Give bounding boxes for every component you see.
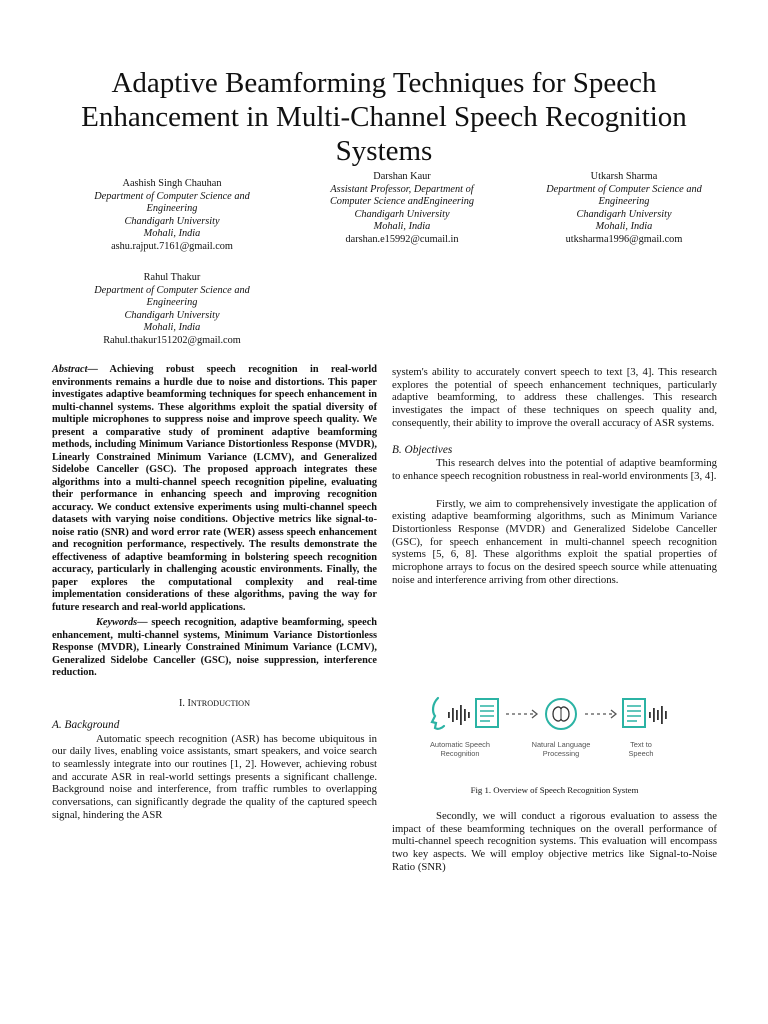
right-column-lower <box>392 810 717 874</box>
face-icon <box>432 698 444 729</box>
abstract <box>52 364 377 614</box>
author-block-3 <box>536 171 712 247</box>
author-location: Mohali, India <box>595 221 653 233</box>
section-heading-rest: NTRODUCTION <box>190 698 251 708</box>
subsection-heading-background: A. Background <box>52 719 120 731</box>
right-column <box>392 366 717 587</box>
author-university: Chandigarh University <box>354 208 450 220</box>
author-location: Mohali, India <box>373 221 431 233</box>
figure-label: Speech <box>628 749 654 758</box>
author-block-1 <box>82 178 262 254</box>
objectives-paragraph-3: Secondly, we will conduct a rigorous evaluation to assess the impact of these beamforming techniques on the overall performance of multi-channel speech recognition systems. This evaluation will encompass two key aspects. We will employ objective metrics like Signal-to-Noise Ratio (SNR) <box>392 810 717 873</box>
author-affiliation: Department of Computer Science and Engineering <box>94 284 250 309</box>
author-affiliation: Department of Computer Science and Engineering <box>546 183 702 208</box>
brain-icon <box>546 699 576 729</box>
author-block-2 <box>314 171 490 247</box>
arrow-icon <box>585 710 616 718</box>
keywords-label: Keywords <box>96 617 138 628</box>
subsection-heading-objectives: B. Objectives <box>392 443 453 456</box>
keywords-text: — speech recognition, adaptive beamforming, speech enhancement, multi-channel systems, Minimum Variance Distortionless Response (MVDR), Linearly Constrained Minimum Variance (LCMV), Generalized Sidelobe Canceller (GSC), noise suppression, interference reduction. <box>52 617 377 678</box>
section-heading-first: I. I <box>178 697 191 709</box>
background-paragraph: Automatic speech recognition (ASR) has become ubiquitous in our daily lives, enabling voice assistants, smart speakers, and voice search to seamlessly integrate into our routines [1, 2]. However, achieving robust and accurate ASR in real-world settings presents a significant challenge. Background noise and interference, from traffic rumbles to overlapping conversations, can significantly degrade the quality of the captured speech signal, hindering the ASR <box>52 732 377 821</box>
author-name: Utkarsh Sharma <box>590 171 658 182</box>
sound-wave-icon <box>448 705 470 725</box>
author-email: Rahul.thakur151202@gmail.com <box>103 334 241 346</box>
author-affiliation: Department of Computer Science and Engineering <box>94 190 250 215</box>
author-university: Chandigarh University <box>124 309 220 321</box>
continued-paragraph: system's ability to accurately convert speech to text [3, 4]. This research explores the potential of speech enhancement techniques, particularly adaptive beamforming, to address these challenges. This research investigates the impact of these techniques on speech quality and, consequently, their ability to improve the overall accuracy of ASR systems. <box>392 366 717 429</box>
author-name: Darshan Kaur <box>373 171 431 182</box>
figure-label: Recognition <box>440 749 480 758</box>
figure-caption: Fig 1. Overview of Speech Recognition System <box>470 785 639 795</box>
author-block-4 <box>82 272 262 348</box>
author-email: ashu.rajput.7161@gmail.com <box>111 240 233 252</box>
author-email: darshan.e15992@cumail.in <box>345 233 459 245</box>
objectives-paragraph-2: Firstly, we aim to comprehensively investigate the application of existing adaptive beamforming algorithms, such as Minimum Variance Distortionless Response (MVDR) and Generalized Sidelobe Canceller (GSC), for speech enhancement in multi-channel speech recognition systems [5, 6, 8]. These algorithms exploit the spatial properties of microphone arrays to focus on the desired speech source while attenuating noise and interference arriving from other directions. <box>392 497 717 586</box>
keywords <box>52 617 377 680</box>
speech-recognition-overview-figure <box>420 688 740 764</box>
document-icon <box>476 699 498 727</box>
abstract-label: Abstract <box>52 364 88 375</box>
author-university: Chandigarh University <box>124 215 220 227</box>
author-affiliation: Assistant Professor, Department of Computer Science andEngineering <box>329 183 475 208</box>
sound-wave-icon <box>649 706 667 724</box>
document-icon <box>623 699 645 727</box>
arrow-icon <box>506 710 537 718</box>
section-heading-introduction <box>52 698 377 711</box>
author-location: Mohali, India <box>143 322 201 334</box>
figure-label: Text to <box>630 740 652 749</box>
figure-label: Automatic Speech <box>430 740 490 749</box>
author-email: utksharma1996@gmail.com <box>565 233 683 245</box>
author-university: Chandigarh University <box>576 208 672 220</box>
abstract-text: — Achieving robust speech recognition in real-world environments remains a hurdle due to noise and distortions. This paper investigates adaptive beamforming techniques for speech enhancement in multi-channel systems. These algorithms exploit the spatial diversity of multiple microphones to suppress noise and improve speech quality. We present a comparative study of prominent adaptive beamforming methods, including Minimum Variance Distortionless Response (MVDR), Linearly Constrained Minimum Variance (LCMV), and Generalized Sidelobe Canceller (GSC). The proposed approach integrates these algorithms into a multi-channel speech recognition pipeline, evaluating their performance in enhancing speech and improving recognition accuracy. We conduct extensive experiments using multi-channel speech datasets with varying noise conditions. Objective metrics like signal-to-noise ratio (SNR) and word error rate (WER) assess speech enhancement and recognition performance, respectively. The results demonstrate the effectiveness of adaptive beamforming in bolstering speech recognition accuracy, particularly in challenging acoustic environments. Finally, the paper explores the computational complexity and real-time implementation considerations of these algorithms, paving the way for future research and real-world applications. <box>52 364 377 613</box>
paper-title: Adaptive Beamforming Techniques for Speech Enhancement in Multi-Channel Speech Recognition Systems <box>81 67 687 167</box>
author-name: Aashish Singh Chauhan <box>122 178 222 189</box>
objectives-paragraph-1: This research delves into the potential of adaptive beamforming to enhance speech recognition robustness in real-world environments [3, 4]. <box>392 457 717 482</box>
figure-label: Natural Language <box>531 740 591 749</box>
left-column <box>52 364 377 821</box>
figure-label: Processing <box>542 749 580 758</box>
author-name: Rahul Thakur <box>143 272 201 283</box>
author-location: Mohali, India <box>143 228 201 240</box>
